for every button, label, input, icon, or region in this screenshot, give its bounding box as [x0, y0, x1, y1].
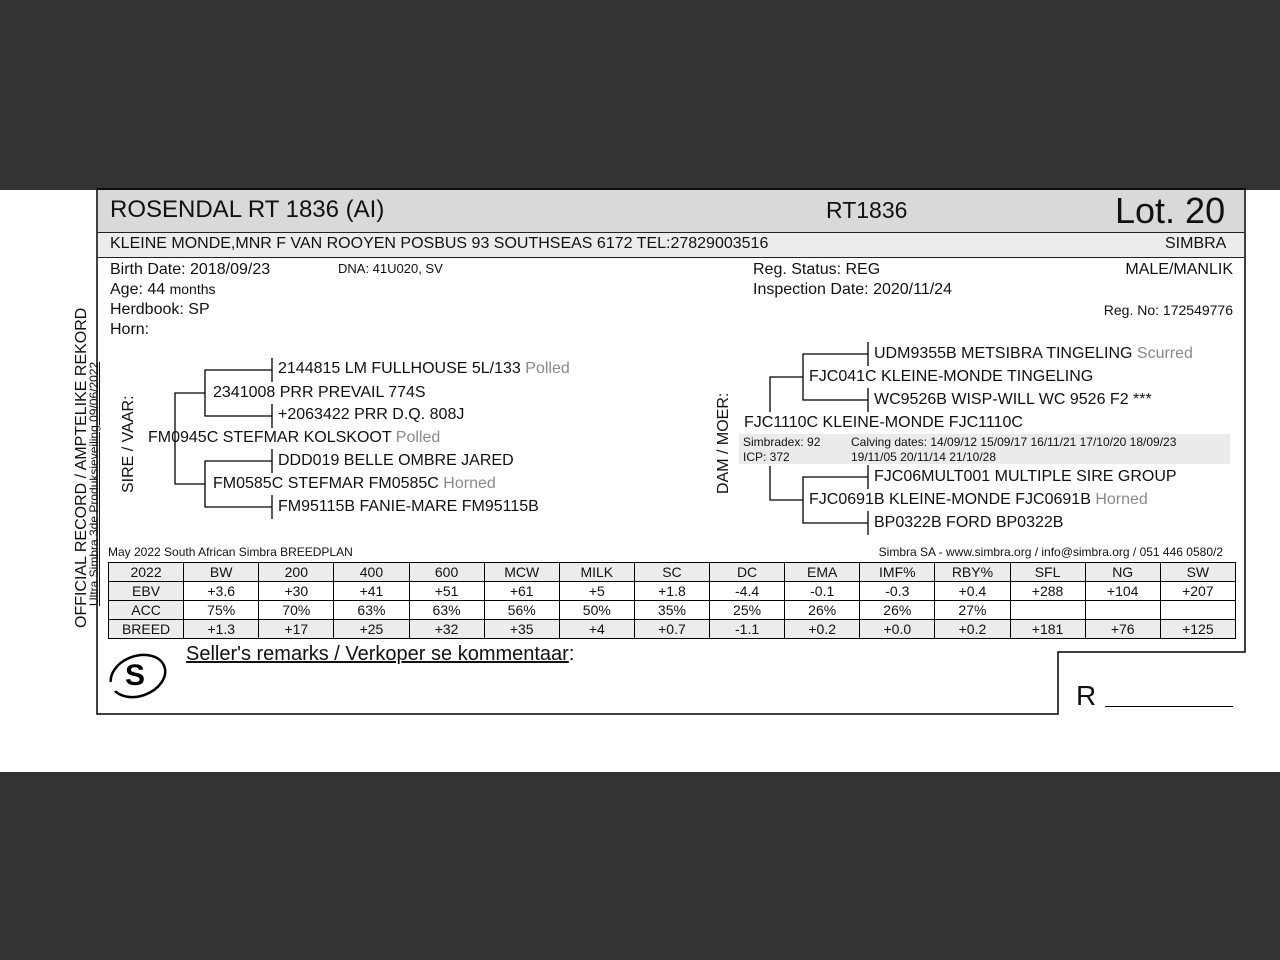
sire-sire-dam: +2063422 PRR D.Q. 808J [278, 406, 465, 423]
sss-name: 2144815 LM FULLHOUSE 5L/133 [278, 360, 521, 377]
ebv-row [109, 582, 1236, 601]
table-cell: +104 [1085, 582, 1160, 601]
dna-info: DNA: 41U020, SV [338, 261, 443, 276]
table-cell: -0.1 [785, 582, 860, 601]
herdbook: Herdbook: SP [110, 301, 210, 318]
logo-letter: S [125, 659, 146, 692]
table-cell: 26% [785, 601, 860, 620]
sire-dam-dam: FM95115B FANIE-MARE FM95115B [278, 498, 539, 515]
table-cell: +0.7 [634, 620, 709, 639]
table-cell [1160, 601, 1235, 620]
table-cell: +35 [484, 620, 559, 639]
price-field[interactable] [1105, 706, 1233, 707]
breed-row [109, 620, 1236, 639]
header-cell: NG [1085, 563, 1160, 582]
calving-dates: Calving dates: 14/09/12 15/09/17 16/11/21 17/10/20 18/09/23 [851, 435, 1177, 449]
seller-remarks-colon: : [568, 643, 575, 665]
dd-name: FJC0691B KLEINE-MONDE FJC0691B [809, 491, 1091, 508]
dss-name: UDM9355B METSIBRA TINGELING [874, 345, 1133, 362]
animal-name: ROSENDAL RT 1836 (AI) [110, 196, 385, 223]
animal-code: RT1836 [826, 197, 908, 223]
inspection-date: Inspection Date: 2020/11/24 [753, 281, 952, 298]
sire-label: SIRE / VAAR: [120, 395, 137, 493]
table-cell [1010, 601, 1085, 620]
price-prefix: R [1076, 680, 1097, 711]
table-cell: +0.2 [935, 620, 1010, 639]
table-cell: +5 [559, 582, 634, 601]
ebv-table [108, 562, 1236, 639]
sire-sire-sire [278, 360, 570, 378]
acc-row [109, 601, 1236, 620]
age-unit: months [169, 281, 216, 297]
table-cell: 35% [634, 601, 709, 620]
table-cell: +51 [409, 582, 484, 601]
header-cell: MCW [484, 563, 559, 582]
sex: MALE/MANLIK [1125, 261, 1233, 278]
official-record-label: OFFICIAL RECORD / AMPTELIKE REKORD [73, 307, 90, 628]
header-cell: 2022 [109, 563, 184, 582]
table-cell [1085, 601, 1160, 620]
simbra-logo-icon [106, 646, 174, 704]
table-cell: -0.3 [860, 582, 935, 601]
header-cell: DC [710, 563, 785, 582]
dam-sire: FJC041C KLEINE-MONDE TINGELING [809, 368, 1094, 385]
table-cell: +25 [334, 620, 409, 639]
table-cell: +1.8 [634, 582, 709, 601]
table-cell: 75% [184, 601, 259, 620]
table-cell: +125 [1160, 620, 1235, 639]
sire-dam [213, 475, 496, 493]
table-cell: +32 [409, 620, 484, 639]
sire-name: FM0945C STEFMAR KOLSKOOT [148, 429, 392, 446]
header-cell: RBY% [935, 563, 1010, 582]
row-label: BREED [109, 620, 184, 639]
simbradex: Simbradex: 92 [743, 435, 821, 449]
sss-horn: Polled [525, 360, 570, 377]
table-cell: +61 [484, 582, 559, 601]
sd-name: FM0585C STEFMAR FM0585C [213, 475, 439, 492]
dam-dam [809, 491, 1148, 509]
table-cell: +207 [1160, 582, 1235, 601]
seller-remarks[interactable] [186, 643, 574, 666]
table-cell: 63% [334, 601, 409, 620]
reg-status: Reg. Status: REG [753, 261, 881, 278]
table-cell: 50% [559, 601, 634, 620]
sire-horn: Polled [395, 429, 441, 446]
table-cell: +288 [1010, 582, 1085, 601]
header-cell: 200 [259, 563, 334, 582]
row-label: EBV [109, 582, 184, 601]
table-cell: +17 [259, 620, 334, 639]
table-cell: +0.0 [860, 620, 935, 639]
age-value: Age: 44 [110, 281, 166, 298]
header-cell: EMA [785, 563, 860, 582]
table-cell: +181 [1010, 620, 1085, 639]
dam: FJC1110C KLEINE-MONDE FJC1110C [744, 414, 1023, 431]
table-cell: +3.6 [184, 582, 259, 601]
table-cell: +0.4 [935, 582, 1010, 601]
table-cell: 70% [259, 601, 334, 620]
table-cell: -4.4 [710, 582, 785, 601]
table-cell: +4 [559, 620, 634, 639]
sd-horn: Horned [443, 475, 496, 492]
row-label: ACC [109, 601, 184, 620]
table-cell: 56% [484, 601, 559, 620]
sire-sire: 2341008 PRR PREVAIL 774S [213, 384, 426, 401]
dss-horn: Scurred [1136, 345, 1193, 362]
header-cell: BW [184, 563, 259, 582]
header-cell: 600 [409, 563, 484, 582]
table-cell: 63% [409, 601, 484, 620]
breed-name: SIMBRA [1165, 235, 1227, 252]
header-cell: 400 [334, 563, 409, 582]
reg-number: Reg. No: 172549776 [1103, 302, 1233, 318]
birth-date: Birth Date: 2018/09/23 [110, 261, 271, 278]
table-cell: 26% [860, 601, 935, 620]
breedplan-source: May 2022 South African Simbra BREEDPLAN [108, 545, 353, 559]
table-header-row [109, 563, 1236, 582]
sire-dam-sire: DDD019 BELLE OMBRE JARED [278, 452, 514, 469]
breeder-info: KLEINE MONDE,MNR F VAN ROOYEN POSBUS 93 SOUTHSEAS 6172 TEL:27829003516 [110, 235, 769, 252]
header-cell: MILK [559, 563, 634, 582]
header-cell: SC [634, 563, 709, 582]
table-cell: +76 [1085, 620, 1160, 639]
table-cell: +41 [334, 582, 409, 601]
table-cell: 25% [710, 601, 785, 620]
horn: Horn: [110, 321, 150, 338]
dam-dam-dam: BP0322B FORD BP0322B [874, 514, 1064, 531]
dam-label: DAM / MOER: [715, 392, 732, 494]
header-cell: SW [1160, 563, 1235, 582]
table-cell: 27% [935, 601, 1010, 620]
table-cell: -1.1 [710, 620, 785, 639]
dam-dam-sire: FJC06MULT001 MULTIPLE SIRE GROUP [874, 468, 1177, 485]
dd-horn: Horned [1095, 491, 1148, 508]
table-cell: +1.3 [184, 620, 259, 639]
header-cell: SFL [1010, 563, 1085, 582]
calving-dates-cont: 19/11/05 20/11/14 21/10/28 [851, 450, 997, 464]
sale-label: Ultra Simbra 3de Produksieveiling 09/06/2022 [87, 361, 101, 606]
table-cell: +30 [259, 582, 334, 601]
dam-sire-dam: WC9526B WISP-WILL WC 9526 F2 *** [874, 391, 1152, 408]
seller-remarks-label: Seller's remarks / Verkoper se kommentaar [186, 643, 569, 665]
simbra-contact: Simbra SA - www.simbra.org / info@simbra.org / 051 446 0580/2 [878, 545, 1223, 559]
dam-sire-sire [874, 345, 1193, 363]
sire [148, 429, 440, 447]
table-cell: +0.2 [785, 620, 860, 639]
lot-number: Lot. 20 [1115, 190, 1226, 231]
header-cell: IMF% [860, 563, 935, 582]
icp: ICP: 372 [743, 450, 790, 464]
